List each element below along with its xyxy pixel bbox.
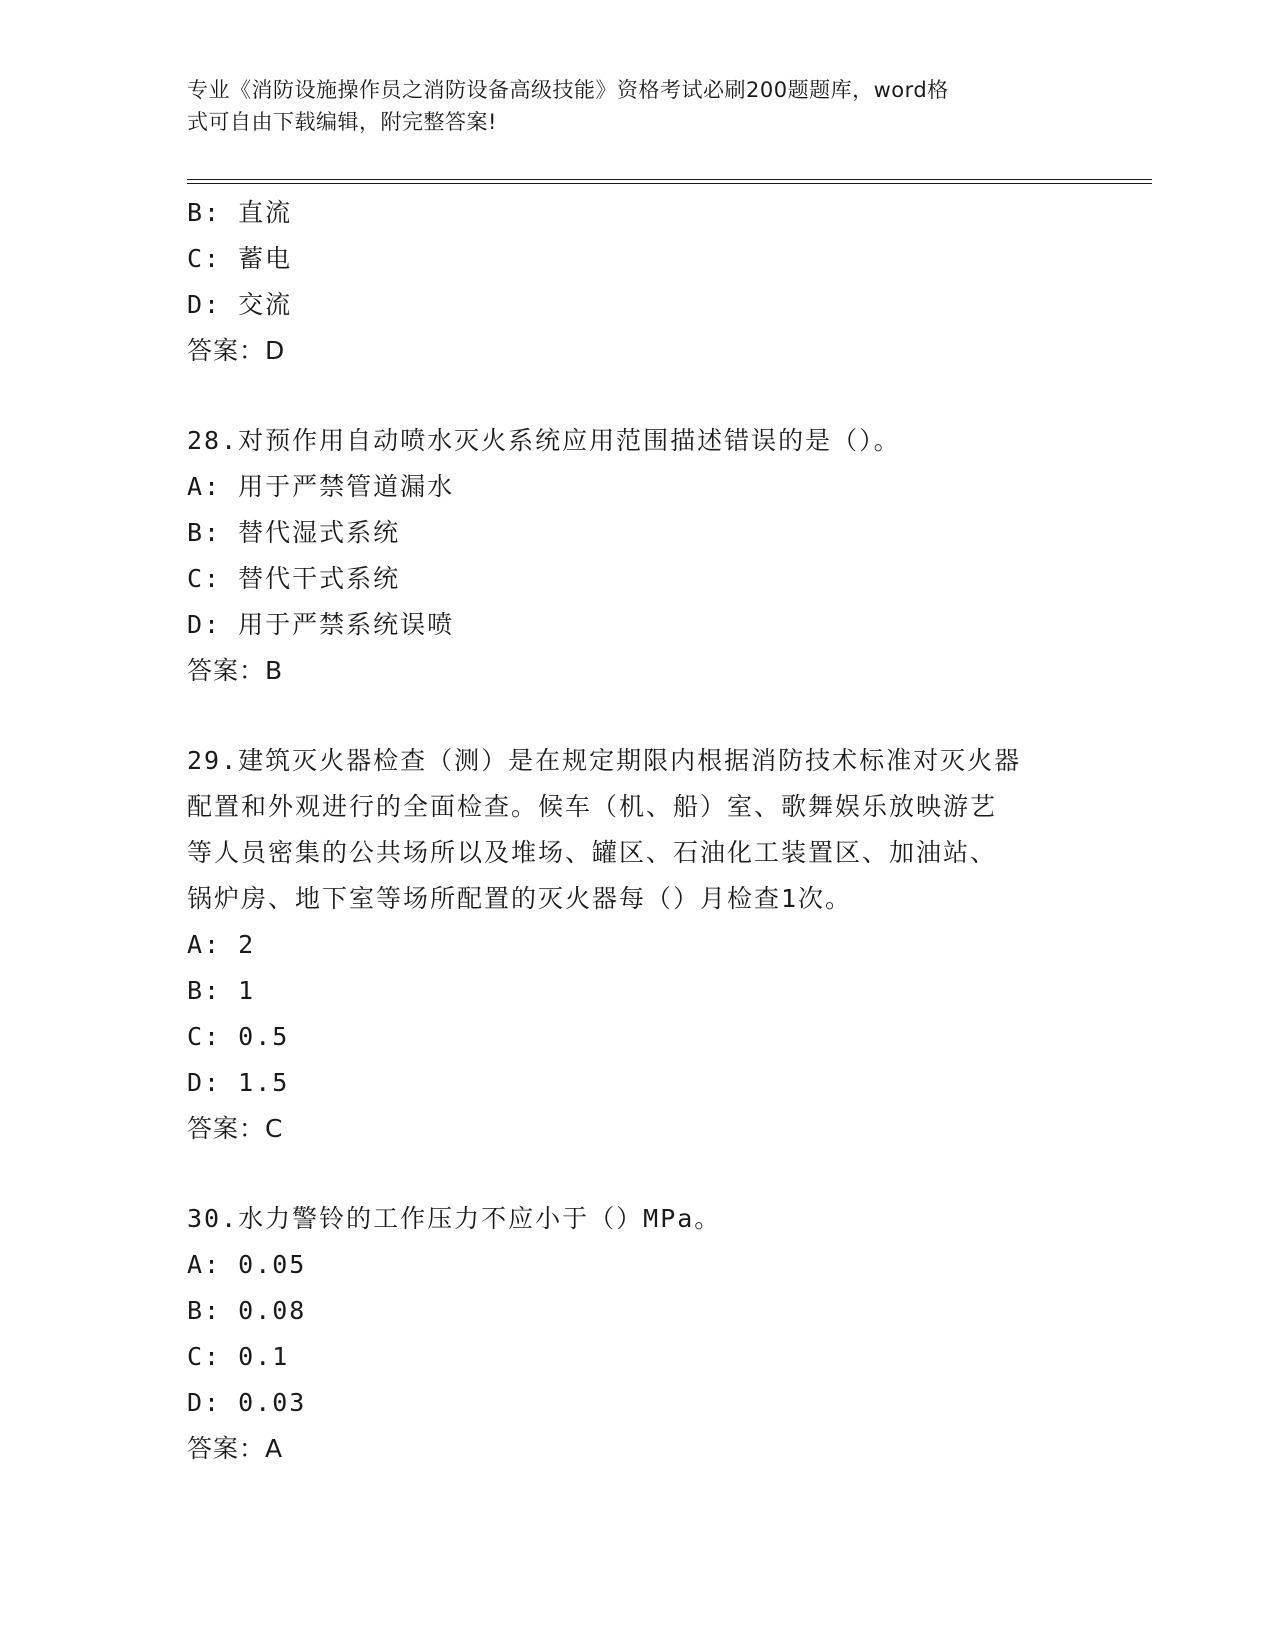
option-b: B: 替代湿式系统 [187,518,401,547]
header-line-2: 式可自由下载编辑，附完整答案! [187,110,497,134]
option-a: A: 用于严禁管道漏水 [187,472,455,501]
option-c: C: 0.5 [187,1022,290,1051]
document-header [187,74,1067,138]
question-text-line-2: 配置和外观进行的全面检查。候车（机、船）室、歌舞娱乐放映游艺 [187,792,998,821]
option-b: B: 直流 [187,198,293,227]
question-27 [187,190,1087,374]
question-30 [187,1196,1087,1472]
option-b: B: 0.08 [187,1296,307,1325]
header-line-1: 专业《消防设施操作员之消防设备高级技能》资格考试必刷200题题库，word格 [187,78,949,102]
question-list [187,190,1087,1472]
question-text: 30.水力警铃的工作压力不应小于（）MPa。 [187,1204,722,1233]
option-b: B: 1 [187,976,256,1005]
question-28 [187,418,1087,694]
answer: 答案：B [187,656,284,685]
answer: 答案：D [187,336,286,365]
option-d: D: 交流 [187,290,293,319]
question-text-line-4: 锅炉房、地下室等场所配置的灭火器每（）月检查1次。 [187,884,853,913]
option-c: C: 替代干式系统 [187,564,401,593]
option-d: D: 0.03 [187,1388,307,1417]
question-text-line-1: 29.建筑灭火器检查（测）是在规定期限内根据消防技术标准对灭火器 [187,746,1022,775]
header-divider-bottom [187,183,1152,184]
option-a: A: 2 [187,930,256,959]
answer: 答案：A [187,1434,284,1463]
option-c: C: 蓄电 [187,244,293,273]
header-divider-top [187,179,1152,180]
answer: 答案：C [187,1114,284,1143]
option-d: D: 用于严禁系统误喷 [187,610,455,639]
question-29 [187,738,1087,1152]
option-d: D: 1.5 [187,1068,290,1097]
question-text-line-3: 等人员密集的公共场所以及堆场、罐区、石油化工装置区、加油站、 [187,838,998,867]
question-text: 28.对预作用自动喷水灭火系统应用范围描述错误的是（）。 [187,426,901,455]
option-c: C: 0.1 [187,1342,290,1371]
option-a: A: 0.05 [187,1250,307,1279]
